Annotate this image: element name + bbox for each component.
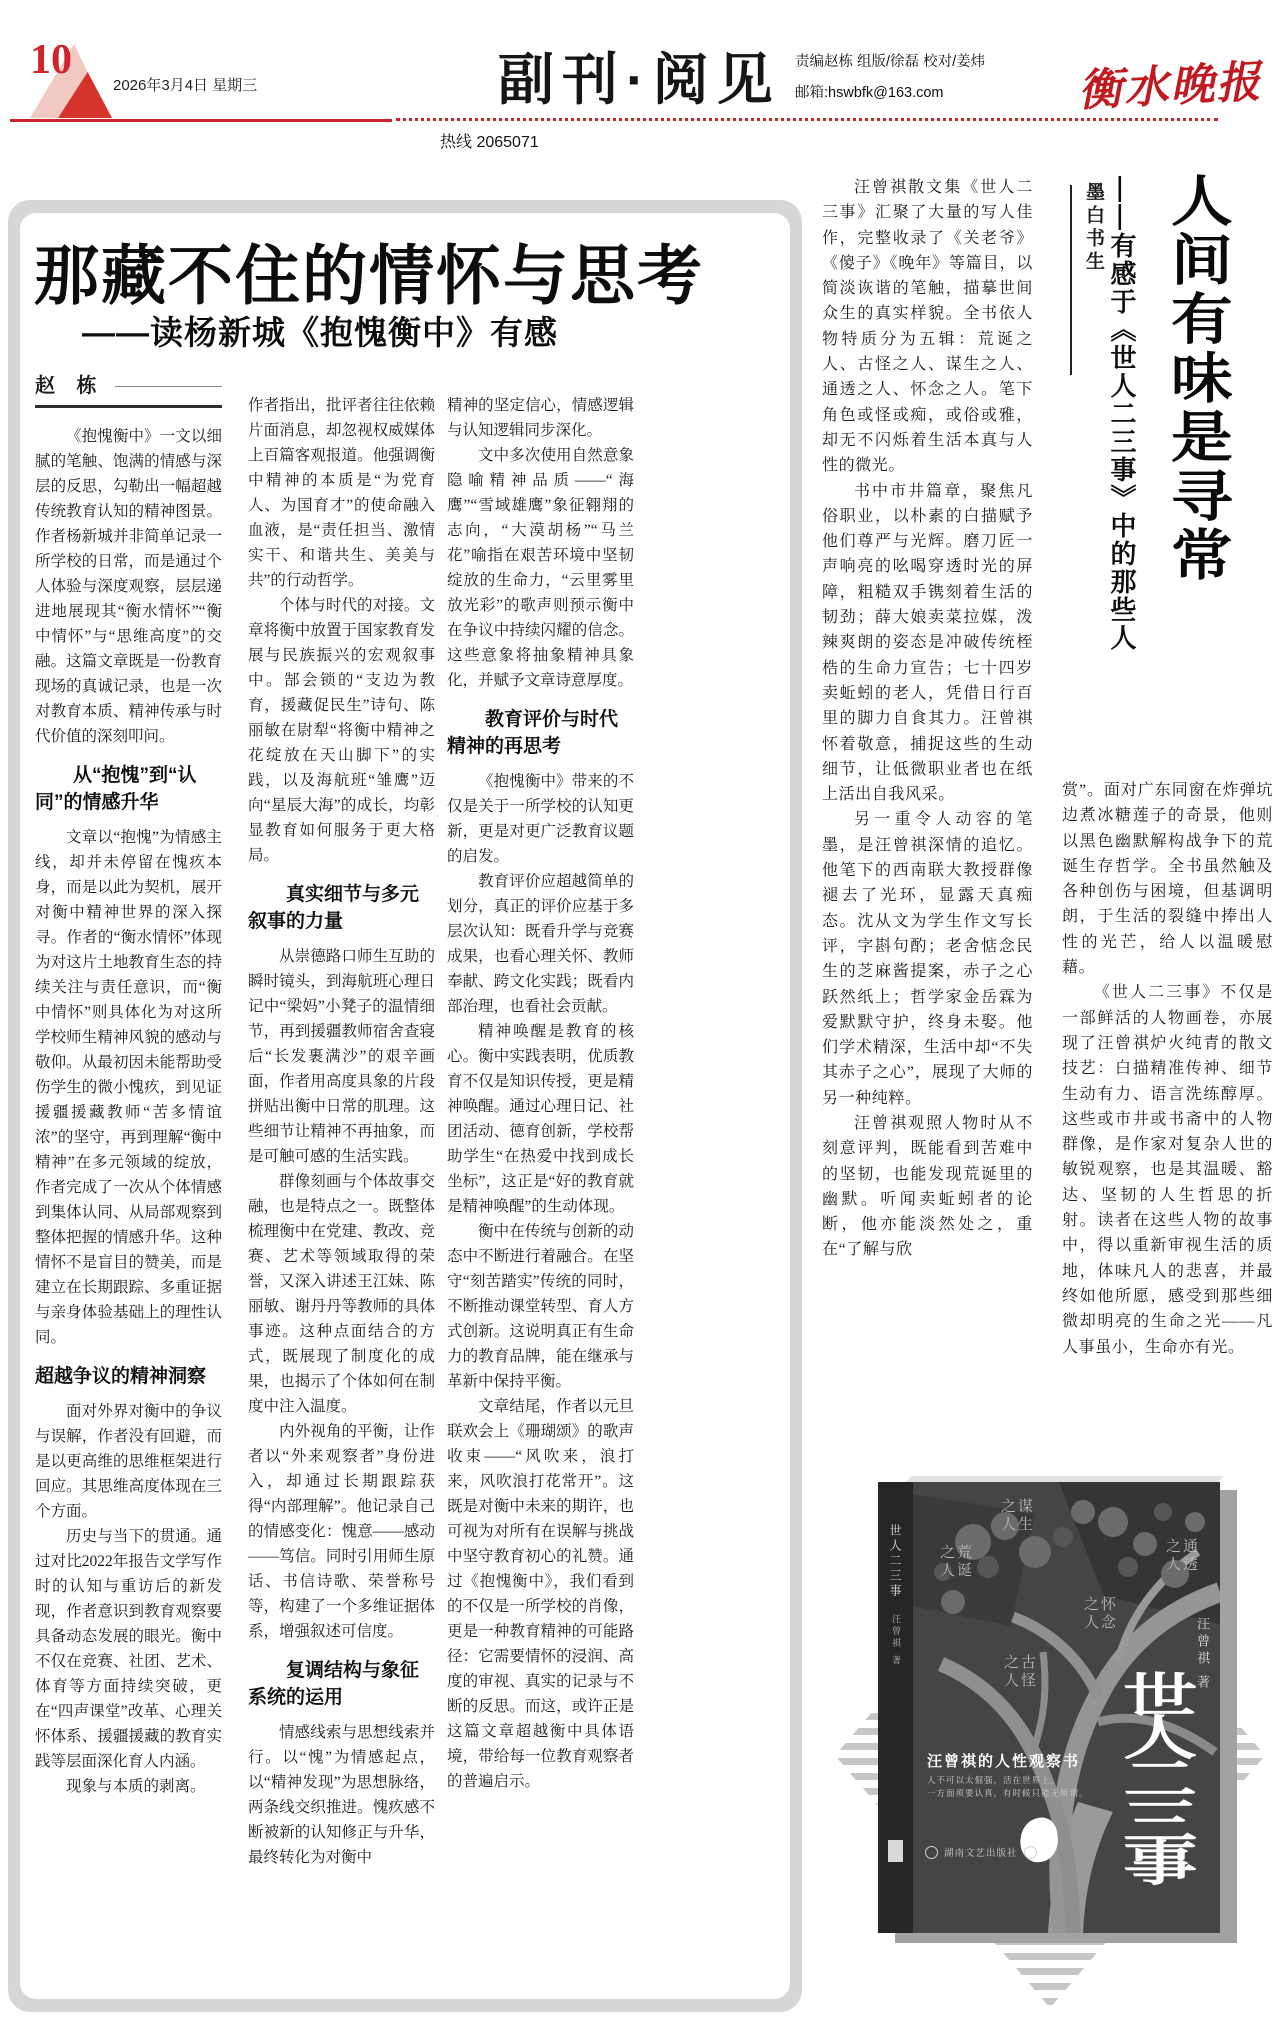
spine-author: 汪曾祺 著 [891,1614,901,1668]
paragraph: 教育评价应超越简单的划分，真正的评价应基于多层次认知：既看升学与竞赛成果，也看心理关怀、教师奉献、跨文化实践；既看内部治理，也看社会贡献。 [447,873,634,1015]
book-photo [815,1430,1275,2021]
spine-publisher-mark [888,1840,903,1862]
paragraph: 书中市井篇章，聚焦凡俗职业，以朴素的白描赋予他们尊严与光辉。磨刀匠一声响亮的吆喝穿透时光的屏障，粗糙双手镌刻着生活的韧劲；薛大娘卖菜拉媒，泼辣爽朗的姿态是冲破传统桎梏的生命力宣告；七十四岁卖蚯蚓的老人，凭借日行百里的脚力自食其力。汪曾祺怀着敬意，捕捉这些的生动细节，让低微职业者也在纸上活出自我风采。 [822,482,1033,804]
article2-column-1 [822,175,1033,1465]
paragraph: 文章结尾，作者以元旦联欢会上《珊瑚颂》的歌声收束——“风吹来，浪打来，风吹浪打花常开”。这既是对衡中未来的期许，也可视为对所有在误解与挑战中坚守教育初心的礼赞。通过《抱愧衡中》，我们看到的不仅是一所学校的肖像，更是一种教育精神的可能路径：它需要情怀的浸润、高度的审视、真实的记录与不断的反思。而这，或许正是这篇文章超越衡中具体语境，带给每一位教育观察者的普遍启示。 [447,1398,634,1790]
section-subhead: 复调结构与象征系统的运用 [248,1660,420,1708]
publisher-name: 湖南文艺出版社 [944,1848,1018,1859]
author-name: 赵 栋 [35,375,105,397]
article2-subtitle: ——有感于《世人二三事》中的那些人 [1107,176,1137,652]
book-cover [878,1482,1220,1933]
cover-quote-line: 人不可以太倔强，活在世界上， [927,1775,1061,1785]
article2-title: 人间有味是寻常 [1162,172,1231,585]
paragraph: 另一重令人动容的笔墨，是汪曾祺深情的追忆。他笔下的西南联大教授群像褪去了光环，显露天真痴态。沈从文为学生作文写长评，字斟句酌；老舍惦念民生的芝麻酱提案，赤子之心跃然纸上；哲学家金岳霖为爱默默守护，终身未娶。他们学术精深，生活中却“不失其赤子之心”，展现了大师的另一种纯粹。 [822,811,1033,1107]
book-spine [878,1482,913,1933]
paragraph: 《世人二三事》不仅是一部鲜活的人物画卷，亦展现了汪曾祺炉火纯青的散文技艺：白描精准传神、细节生动有力、语言洗练醇厚。这些或市井或书斋中的人物群像，是作家对复杂人世的敏锐观察，也是其温暖、豁达、坚韧的人生哲思的折射。读者在这些人物的故事中，得以重新审视生活的质地，体味凡人的悲喜，并最终如他所愿，感受到那些细微却明亮的生命之光——凡人事虽小，生命亦有光。 [1062,984,1273,1356]
cover-author: 汪曾祺 著 [1195,1617,1210,1693]
newspaper-masthead: 衡水晚报 [1077,57,1264,116]
hotline-number: 热线 2065071 [440,134,539,151]
paragraph: 从崇德路口师生互助的瞬时镜头，到海航班心理日记中“梁妈”小凳子的温情细节，再到援疆教师宿舍查寝后“长发裹满沙”的艰辛画面，作者用高度具象的片段拼贴出衡中日常的肌理。这些细节让精神不再抽象，而是可触可感的生活实践。 [248,948,435,1165]
paragraph: 赏”。面对广东同窗在炸弹坑边煮冰糖莲子的奇景，他则以黑色幽默解构战争下的荒诞生存哲学。全书虽然触及各种创伤与困境，但基调明朗，于生活的裂缝中捧出人性的光芒，给人以温暖慰藉。 [1062,782,1273,977]
paragraph: 《抱愧衡中》带来的不仅是关于一所学校的认知更新，更是对更广泛教育议题的启发。 [447,773,634,865]
article1-subtitle: ——读杨新城《抱愧衡中》有感 [82,314,558,351]
paragraph: 作者指出，批评者往往依赖片面消息，却忽视权威媒体上百篇客观报道。他强调衡中精神的本质是“为党育人、为国育才”的使命融入血液，是“责任担当、激情实干、和谐共生、美美与共”的行动哲学。 [248,397,435,589]
category-label: 荒诞之人 [938,1544,971,1580]
section-title: 副刊·阅见 [498,48,781,111]
cover-title: 世人二三事 [1111,1670,1194,1880]
paragraph: 个体与时代的对接。文章将衡中放置于国家教育发展与民族振兴的宏观叙事中。郜会锁的“支边为教育，援藏促民生”诗句、陈丽敏在尉犁“将衡中精神之花绽放在天山脚下”的实践，以及海航班“雏鹰”迈向“星辰大海”的成长，均彰显教育如何服务于更大格局。 [248,597,435,864]
article1-byline [35,369,222,398]
article1-column-2 [248,363,435,2018]
article1-column-3 [447,363,634,2018]
category-label: 怀念之人 [1082,1596,1115,1632]
paragraph: 群像刻画与个体故事交融，也是特点之一。既整体梳理衡中在党建、教改、竞赛、艺术等领域取得的荣誉，又深入讲述王江妹、陈丽敏、谢丹丹等教师的具体事迹。这种点面结合的方式，既展现了制度化的成果，也揭示了个体如何在制度中注入温度。 [248,1173,435,1415]
paragraph: 汪曾祺观照人物时从不刻意评判，既能看到苦难中的坚韧，也能发现荒诞里的幽默。听闻卖蚯蚓者的论断，他亦能淡然处之，重在“了解与欣 [822,1114,1033,1259]
article2-byline-rule [1070,185,1072,375]
paragraph: 现象与本质的剥离。 [66,1778,206,1795]
paragraph: 《抱愧衡中》一文以细腻的笔触、饱满的情感与深层的反思，勾勒出一幅超越传统教育认知的精神图景。作者杨新城并非简单记录一所学校的日常，而是通过个人体验与深度观察，层层递进地展现其“衡水情怀”“衡中情怀”与“思维高度”的交融。这篇文章既是一份教育现场的真诚记录，也是一次对教育本质、精神传承与时代价值的深刻叩问。 [35,428,222,745]
byline-rule [115,386,222,387]
paragraph: 精神的坚定信心，情感逻辑与认知逻辑同步深化。 [447,397,634,439]
section-subhead: 从“抱愧”到“认同”的情感升华 [35,765,197,813]
category-label: 古怪之人 [1002,1654,1035,1690]
book-front-cover [913,1482,1220,1933]
article1-card [20,213,790,1999]
spine-title: 世人二三事 [888,1524,902,1599]
cover-tagline: 汪曾祺的人性观察书 [927,1753,1081,1770]
header-rule-dotted [396,118,1218,121]
page-number: 10 [30,37,72,83]
issue-date: 2026年3月4日 星期三 [113,77,258,94]
article2-byline: 墨白书生 [1083,182,1104,274]
section-subhead: 教育评价与时代精神的再思考 [447,709,619,757]
paragraph: 文中多次使用自然意象隐喻精神品质——“海鹰”“雪域雄鹰”象征翱翔的志向，“大漠胡杨”“马兰花”喻指在艰苦环境中坚韧绽放的生命力，“云里雾里放光彩”的歌声则预示衡中在争议中持续闪耀的信念。这些意象将抽象精神具象化，并赋予文章诗意厚度。 [447,447,634,689]
byline-underline [35,405,222,408]
paragraph: 内外视角的平衡，让作者以“外来观察者”身份进入，却通过长期跟踪获得“内部理解”。他记录自己的情感变化：愧意——感动——笃信。同时引用师生原话、书信诗歌、荣誉称号等，构建了一个多维证据体系，增强叙述可信度。 [248,1423,435,1640]
section-subhead: 真实细节与多元叙事的力量 [248,884,420,932]
article1-column-1 [35,363,222,1988]
imprint-logo-icon [1024,1846,1037,1859]
editors-credits: 责编赵栋 组版/徐磊 校对/姜炜 [795,54,986,70]
article2-column-2 [1062,778,1273,1473]
paragraph: 情感线索与思想线索并行。以“愧”为情感起点，以“精神发现”为思想脉络，两条线交织推进。愧疚感不断被新的认知修正与升华，最终转化为对衡中 [248,1724,435,1866]
paragraph: 精神唤醒是教育的核心。衡中实践表明，优质教育不仅是知识传授，更是精神唤醒。通过心理日记、社团活动、德育创新，学校帮助学生“在热爱中找到成长坐标”，这正是“好的教育就是精神唤醒”的生动体现。 [447,1023,634,1215]
paragraph: 面对外界对衡中的争议与误解，作者没有回避，而是以更高维的思维框架进行回应。其思维高度体现在三个方面。 [35,1403,222,1520]
paragraph: 衡中在传统与创新的动态中不断进行着融合。在坚守“刻苦踏实”传统的同时，不断推动课堂转型、育人方式创新。这说明真正有生命力的教育品牌，能在继承与革新中保持平衡。 [447,1223,634,1390]
publisher-row [925,1845,1037,1859]
cover-quote-line: 一方面须要认真，有时候只能无所谓。 [927,1788,1089,1798]
paragraph: 汪曾祺散文集《世人二三事》汇聚了大量的写人佳作，完整收录了《关老爷》《傻子》《晚年》等篇目，以简淡诙谐的笔触，描摹世间众生的真实样貌。全书依人物特质分为五辑：荒诞之人、古怪之人、谋生之人、通透之人、怀念之人。笔下角色或怪或痴，或俗或雅，却无不闪烁着生活本真与人性的微光。 [822,179,1033,475]
section-subhead: 超越争议的精神洞察 [35,1366,207,1387]
article1-title: 那藏不住的情怀与思考 [34,239,705,312]
category-label: 通透之人 [1164,1538,1197,1574]
publisher-logo-icon [925,1846,938,1859]
category-label: 谋生之人 [999,1498,1032,1534]
paragraph: 文章以“抱愧”为情感主线，却并未停留在愧疚本身，而是以此为契机，展开对衡中精神世界的深入探寻。作者的“衡水情怀”体现为对这片土地教育生态的持续关注与责任意识，而“衡中情怀”则具体化为对这所学校师生精神风貌的感动与敬仰。从最初因未能帮助受伤学生的微小愧疚，到见证援疆援藏教师“苦多情谊浓”的坚守，再到理解“衡中精神”在多元领域的绽放，作者完成了一次从个体情感到集体认同、从局部观察到整体把握的情感升华。这种情怀不是盲目的赞美，而是建立在长期跟踪、多重证据与亲身体验基础上的理性认同。 [35,829,222,1346]
header-rule-solid [10,119,392,122]
paragraph: 历史与当下的贯通。通过对比2022年报告文学写作时的认知与重访后的新发现，作者意识到教育观察要具备动态发展的眼光。衡中不仅在竞赛、社团、艺术、体育等方面持续突破，更在“四声课堂”改革、心理关怀体系、援疆援藏的教育实践等层面深化育人内涵。 [35,1528,222,1770]
contact-email: 邮箱:hswbfk@163.com [795,85,944,101]
